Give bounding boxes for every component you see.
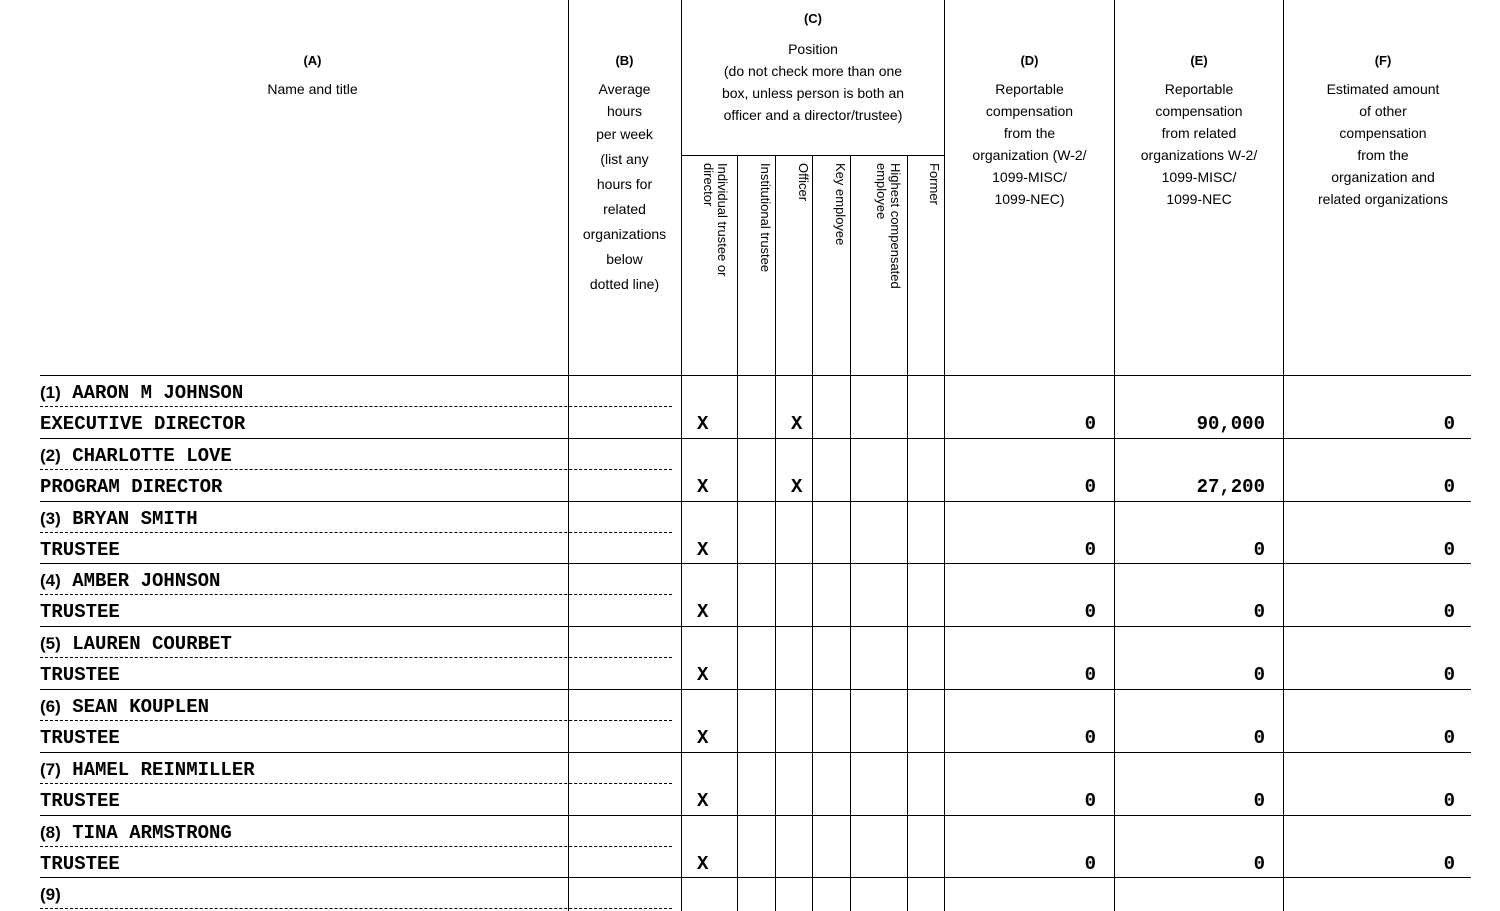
- subheader-institutional-trustee: Institutional trustee: [758, 163, 773, 273]
- check-individual-trustee: X: [697, 727, 709, 749]
- header-f-line-2: compensation: [1339, 125, 1427, 141]
- header-f-line-3: from the: [1357, 147, 1409, 163]
- officer-title: TRUSTEE: [40, 538, 120, 561]
- row-rule: [40, 752, 1471, 753]
- officer-title: TRUSTEE: [40, 789, 120, 812]
- officer-title: EXECUTIVE DIRECTOR: [40, 413, 246, 435]
- header-f-line-0: Estimated amount: [1326, 81, 1440, 97]
- officer-name-line: [40, 696, 209, 718]
- compensation-f: 0: [1443, 789, 1455, 812]
- header-c-note-1: box, unless person is both an: [721, 85, 905, 101]
- row-rule: [40, 438, 1471, 439]
- compensation-e: 27,200: [1196, 475, 1265, 498]
- sub-rule-3: [812, 155, 813, 911]
- header-f-line-5: related organizations: [1318, 191, 1448, 207]
- officer-name-line: [40, 382, 243, 404]
- header-b: [569, 50, 680, 297]
- subheader-officer: Officer: [796, 163, 811, 202]
- compensation-e: 0: [1253, 664, 1265, 687]
- compensation-e: 0: [1253, 789, 1265, 812]
- officer-name-line: [40, 508, 198, 530]
- check-individual-trustee: X: [697, 538, 709, 561]
- compensation-d: 0: [1084, 664, 1096, 687]
- header-c-note-2: officer and a director/trustee): [723, 107, 903, 123]
- header-b-line-3: (list any: [600, 151, 649, 167]
- officer-title: TRUSTEE: [40, 664, 120, 687]
- header-b-line-5: related: [603, 201, 646, 217]
- compensation-f: 0: [1443, 664, 1455, 687]
- subheader-highest-compensated: Highest compensated employee: [874, 163, 903, 289]
- subheader-key-employee: Key employee: [833, 163, 848, 246]
- officer-name-line: [40, 445, 232, 467]
- header-f-line-4: organization and: [1331, 169, 1435, 185]
- compensation-f: 0: [1443, 475, 1455, 498]
- header-f-key: (F): [1374, 53, 1392, 68]
- header-b-line-8: dotted line): [589, 276, 660, 292]
- header-d-line-1: compensation: [985, 103, 1074, 119]
- header-d-line-3: organization (W-2/: [972, 147, 1087, 163]
- row-rule: [40, 626, 1471, 627]
- compensation-f: 0: [1443, 727, 1455, 749]
- header-e-line-4: 1099-MISC/: [1161, 169, 1237, 185]
- header-d-line-5: 1099-NEC): [994, 191, 1065, 207]
- dotted-leader: [40, 594, 672, 595]
- header-a-key: (A): [303, 53, 322, 68]
- position-subheader-rule: [681, 155, 944, 156]
- dotted-leader: [40, 783, 672, 784]
- dotted-leader: [40, 908, 672, 909]
- compensation-f: 0: [1443, 538, 1455, 561]
- row-number: (3): [40, 508, 61, 528]
- dotted-leader: [40, 846, 672, 847]
- subheader-former: Former: [927, 163, 942, 205]
- officer-title: PROGRAM DIRECTOR: [40, 475, 223, 498]
- officer-title: TRUSTEE: [40, 727, 120, 749]
- header-c-text: Position: [788, 41, 838, 57]
- officer-name: LAUREN COURBET: [72, 633, 232, 656]
- header-c: [682, 8, 944, 126]
- compensation-d: 0: [1084, 852, 1096, 875]
- sub-rule-4: [850, 155, 851, 911]
- header-a-text: Name and title: [267, 81, 358, 97]
- check-officer: X: [791, 413, 803, 435]
- officer-name-line: [40, 884, 61, 906]
- officer-name: CHARLOTTE LOVE: [72, 444, 232, 467]
- dotted-leader: [40, 469, 672, 470]
- compensation-d: 0: [1084, 789, 1096, 812]
- header-e-line-3: organizations W-2/: [1140, 147, 1258, 163]
- row-number: (1): [40, 383, 61, 402]
- row-rule: [40, 689, 1471, 690]
- compensation-e: 0: [1253, 852, 1265, 875]
- officer-name: HAMEL REINMILLER: [72, 758, 255, 781]
- compensation-d: 0: [1084, 727, 1096, 749]
- officer-title: TRUSTEE: [40, 601, 120, 624]
- row-number: (6): [40, 697, 61, 716]
- header-b-line-7: below: [606, 251, 643, 267]
- compensation-f: 0: [1443, 601, 1455, 624]
- compensation-e: 0: [1253, 727, 1265, 749]
- header-b-line-0: Average: [598, 81, 651, 97]
- header-f-line-1: of other: [1359, 103, 1407, 119]
- header-d-line-2: from the: [1003, 125, 1056, 141]
- compensation-d: 0: [1084, 475, 1096, 498]
- header-c-key: (C): [803, 11, 823, 26]
- officer-name-line: [40, 570, 220, 592]
- officer-name: AARON M JOHNSON: [72, 382, 244, 404]
- check-individual-trustee: X: [697, 475, 709, 498]
- check-individual-trustee: X: [697, 852, 709, 875]
- col-rule-c: [681, 0, 682, 911]
- compensation-e: 0: [1253, 601, 1265, 624]
- officer-name: TINA ARMSTRONG: [72, 821, 232, 844]
- header-d-key: (D): [1020, 53, 1039, 68]
- officer-name-line: [40, 633, 232, 655]
- check-officer: X: [791, 475, 803, 498]
- sub-rule-5: [907, 155, 908, 911]
- check-individual-trustee: X: [697, 789, 709, 812]
- header-a: [40, 50, 585, 100]
- row-number: (4): [40, 571, 61, 591]
- officer-name-line: [40, 759, 255, 781]
- header-d-line-0: Reportable: [995, 81, 1064, 97]
- header-b-key: (B): [615, 53, 634, 68]
- header-d: [945, 50, 1114, 210]
- row-number: (5): [40, 634, 61, 654]
- row-number: (8): [40, 822, 61, 842]
- header-f: [1284, 50, 1482, 210]
- compensation-e: 90,000: [1196, 413, 1265, 435]
- compensation-d: 0: [1084, 413, 1096, 435]
- header-d-line-4: 1099-MISC/: [992, 169, 1067, 185]
- compensation-d: 0: [1084, 601, 1096, 624]
- sub-rule-1: [737, 155, 738, 911]
- header-b-line-6: organizations: [582, 226, 667, 242]
- header-e-line-5: 1099-NEC: [1166, 191, 1232, 207]
- officer-title: TRUSTEE: [40, 852, 120, 875]
- row-number: (2): [40, 445, 61, 465]
- row-rule: [40, 563, 1471, 564]
- row-number: (7): [40, 759, 61, 779]
- officer-name: SEAN KOUPLEN: [72, 696, 210, 718]
- row-rule: [40, 815, 1471, 816]
- header-c-note-0: (do not check more than one: [723, 63, 903, 79]
- dotted-leader: [40, 657, 672, 658]
- header-e-line-1: compensation: [1155, 103, 1243, 119]
- officer-name: BRYAN SMITH: [72, 507, 198, 530]
- data-top-rule: [40, 375, 1471, 376]
- header-e-key: (E): [1190, 53, 1208, 68]
- subheader-individual-trustee: Individual trustee or director: [701, 163, 730, 277]
- row-number: (9): [40, 885, 61, 905]
- header-e: [1115, 50, 1283, 210]
- dotted-leader: [40, 720, 672, 721]
- check-individual-trustee: X: [697, 664, 709, 687]
- header-b-line-1: hours: [606, 103, 643, 119]
- officer-name-line: [40, 822, 232, 844]
- compensation-f: 0: [1443, 852, 1455, 875]
- officer-name: AMBER JOHNSON: [72, 570, 221, 593]
- check-individual-trustee: X: [697, 601, 709, 624]
- dotted-leader: [40, 532, 672, 533]
- header-e-line-2: from related: [1161, 125, 1237, 141]
- row-rule: [40, 877, 1471, 878]
- row-rule: [40, 501, 1471, 502]
- sub-rule-2: [775, 155, 776, 911]
- header-b-line-2: per week: [596, 126, 653, 142]
- check-individual-trustee: X: [697, 413, 709, 435]
- dotted-leader: [40, 406, 672, 407]
- compensation-f: 0: [1443, 413, 1455, 435]
- compensation-e: 0: [1253, 538, 1265, 561]
- header-e-line-0: Reportable: [1164, 81, 1234, 97]
- compensation-d: 0: [1084, 538, 1096, 561]
- header-b-line-4: hours for: [596, 176, 653, 192]
